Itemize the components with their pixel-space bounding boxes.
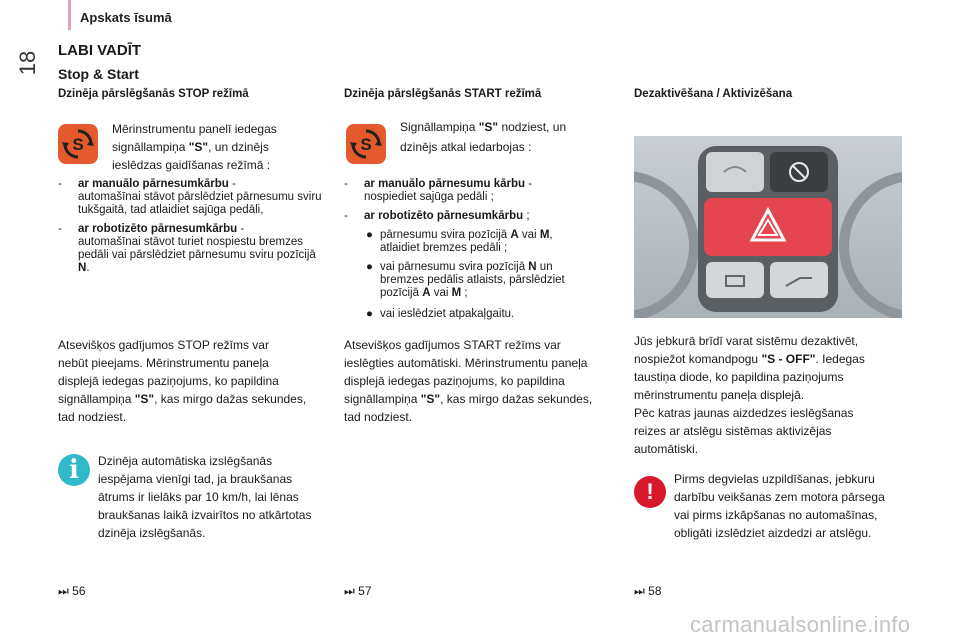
- section-title: LABI VADĪT: [58, 42, 142, 59]
- list-item: ● vai ieslēdziet atpakaļgaitu.: [366, 308, 515, 320]
- col1-icon-text: Mērinstrumentu panelī iedegas signāllampiņa "S", un dzinējs ieslēdzas gaidīšanas režīmā :: [112, 122, 277, 172]
- page-ref-58[interactable]: ⏭ 58: [634, 584, 662, 598]
- col3-paragraph: Jūs jebkurā brīdī varat sistēmu dezaktivēt, nospiežot komandpogu "S - OFF". Iedegas taustiņa diode, ko papildina paziņojums mērinstrumentu paneļa displejā. Pēc katras jaunas aizdedzes ieslēgšanas reizes ar atslēgu sistēmas aktivizējas automātiski.: [634, 334, 865, 456]
- list-item: - ar manuālo pārnesumkārbu - automašīnai stāvot pārslēdziet pārnesumu sviru tukšgaitā, tad atlaidiet sajūga pedāli,: [58, 178, 322, 216]
- list-item: - ar manuālo pārnesumu kārbu - nospiediet sajūga pedāli ;: [344, 178, 533, 203]
- svg-text:S: S: [72, 135, 84, 154]
- skip-forward-icon: ⏭: [344, 584, 355, 598]
- list-item: ● pārnesumu svira pozīcijā A vai M, atlaidiet bremzes pedāli ;: [366, 229, 553, 254]
- col2-bullets: [366, 229, 614, 321]
- col2-paragraph: Atsevišķos gadījumos START režīms var ieslēgties automātiski. Mērinstrumentu paneļa displejā iedegas paziņojums, ko papildina signāllampiņa "S", kas mirgo dažas sekundes, tad nodziest.: [344, 338, 593, 424]
- col2-icon-text: Signāllampiņa "S" nodziest, un dzinējs atkal iedarbojas :: [400, 120, 567, 154]
- info-icon: i: [58, 454, 90, 486]
- skip-forward-icon: ⏭: [634, 584, 645, 598]
- col2-heading: Dzinēja pārslēgšanās START režīmā: [344, 88, 542, 100]
- list-item: - ar robotizēto pārnesumkārbu - automašīnai stāvot turiet nospiestu bremzes pedāli vai pārslēdziet pārnesumu sviru pozīcijā N.: [58, 223, 316, 274]
- list-item: ● vai pārnesumu svira pozīcijā N un bremzes pedālis atlaists, pārslēdziet pozīcijā A vai M ;: [366, 261, 565, 299]
- col1-heading: Dzinēja pārslēgšanās STOP režīmā: [58, 88, 249, 100]
- col1-info-text: Dzinēja automātiska izslēgšanās iespējama vienīgi tad, ja braukšanas ātrums ir lielāks par 10 km/h, lai lēnas braukšanas laikā izvairītos no atkārtotas dzinēja izslēgšanās.: [98, 454, 312, 540]
- skip-forward-icon: ⏭: [58, 584, 69, 598]
- dashboard-buttons-photo: [634, 136, 902, 318]
- svg-text:S: S: [360, 135, 372, 154]
- section-subtitle: Stop & Start: [58, 66, 139, 82]
- header-title: Apskats īsumā: [80, 10, 172, 25]
- col2-list: [344, 178, 614, 321]
- col3-warning-text: Pirms degvielas uzpildīšanas, jebkuru darbību veikšanas zem motora pārsega vai pirms izkāpšanas no automašīnas, obligāti izslēdziet aizdedzi ar atslēgu.: [674, 472, 885, 540]
- warning-icon: !: [634, 476, 666, 508]
- stop-start-s-icon: [58, 124, 98, 164]
- page-number: 18: [15, 50, 41, 76]
- col3-heading: Dezaktivēšana / Aktivizēšana: [634, 88, 793, 100]
- col1-paragraph: Atsevišķos gadījumos STOP režīms var nebūt pieejams. Mērinstrumentu paneļa displejā iedegas paziņojums, ko papildina signāllampiņa "S", kas mirgo dažas sekundes, tad nodziest.: [58, 338, 307, 424]
- page-ref-56[interactable]: ⏭ 56: [58, 584, 86, 598]
- watermark: carmanualsonline.info: [690, 612, 911, 637]
- stop-start-s-icon: [346, 124, 386, 164]
- list-item: - ar robotizēto pārnesumkārbu ;: [344, 210, 530, 222]
- page-ref-57[interactable]: ⏭ 57: [344, 584, 372, 598]
- header-accent-bar: [68, 0, 71, 30]
- col1-list: [58, 178, 328, 275]
